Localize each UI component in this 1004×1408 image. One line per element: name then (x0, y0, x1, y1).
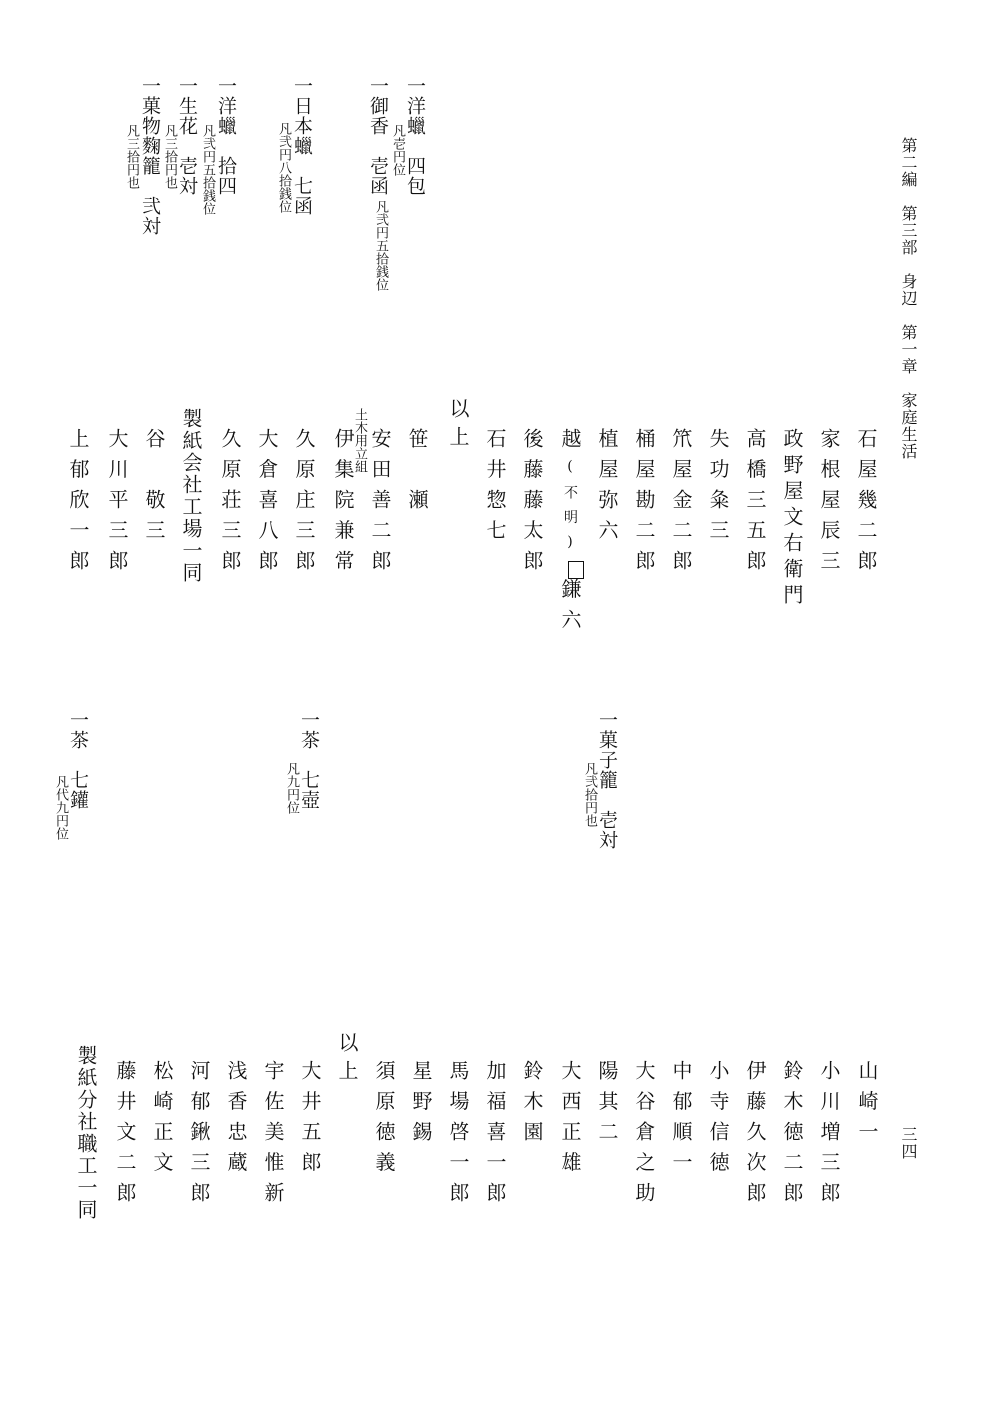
gift-price: 凡弐円五拾銭位 (373, 200, 388, 291)
donor-name: 笊屋金二郎 (669, 428, 693, 581)
donor-name: 加福喜一郎 (483, 1060, 507, 1213)
donor-name: 石屋幾二郎 (854, 428, 878, 581)
donor-name: 大西正雄 (558, 1060, 582, 1182)
donor-name: 大井五郎 (298, 1060, 322, 1182)
missing-character-box (568, 561, 584, 579)
running-head: 第二編 第三部 身辺 第一章 家庭生活 (899, 137, 918, 460)
donor-name: 伊集院兼常 (331, 428, 355, 581)
donor-name: 笹 瀬 (405, 428, 429, 520)
donor-name: 谷 敬三 (142, 428, 166, 550)
donor-name: 小川増三郎 (817, 1060, 841, 1213)
donor-name: 政野屋文右衛門 (780, 428, 804, 610)
donor-name-part: 鎌六 (558, 578, 582, 640)
gift-item: 一茶 七鑵 (67, 710, 89, 810)
donor-name: 大谷倉之助 (632, 1060, 656, 1213)
unknown-marker: (不明) (562, 458, 578, 561)
donor-name: 藤井文二郎 (113, 1060, 137, 1213)
gift-item: 一洋蠟 四包 (404, 76, 426, 196)
gift-price: 凡九円位 (284, 762, 299, 814)
donor-name: 松崎正文 (150, 1060, 174, 1182)
gift-item: 一菓子籠 壱対 (596, 710, 618, 850)
donor-name: 鈴木園 (520, 1060, 544, 1152)
donor-name: 馬場啓一郎 (446, 1060, 470, 1213)
donor-name: 家根屋辰三 (817, 428, 841, 581)
donor-name: 桶屋勘二郎 (632, 428, 656, 581)
ijo-marker: 以上 (446, 398, 470, 454)
donor-name: 星野錫 (409, 1060, 433, 1152)
donor-name: 鈴木徳二郎 (780, 1060, 804, 1213)
donor-name: 失功粂三 (706, 428, 730, 550)
gift-item: 一日本蠟 七函 (291, 76, 313, 216)
gift-price: 凡壱円位 (390, 124, 405, 176)
donor-name: 大川平三郎 (105, 428, 129, 581)
donor-name: 宇佐美惟新 (261, 1060, 285, 1213)
donor-name: 製紙分社職工一同 (74, 1045, 98, 1221)
donor-name: 陽其二 (595, 1060, 619, 1152)
gift-price: 凡弐拾円也 (582, 762, 597, 827)
donor-name: 高橋三五郎 (743, 428, 767, 581)
gift-price: 凡代九円位 (53, 775, 68, 840)
donor-name: 上郁欣一郎 (66, 428, 90, 581)
gift-price: 凡弐円五拾銭位 (200, 124, 215, 215)
gift-price: 凡三拾円也 (162, 124, 177, 189)
donor-name: 石井惣七 (483, 428, 507, 550)
donor-name: 大倉喜八郎 (255, 428, 279, 581)
ijo-marker: 以上 (335, 1032, 359, 1088)
gift-item: 一洋蠟 拾四 (215, 76, 237, 196)
donor-name: 須原徳義 (372, 1060, 396, 1182)
donor-name: 植屋弥六 (595, 428, 619, 550)
gift-item: 一茶 七壺 (298, 710, 320, 810)
gift-price: 凡三拾円也 (124, 124, 139, 189)
donor-name: 浅香忠蔵 (224, 1060, 248, 1182)
affiliation-note: 土木用立組 (352, 408, 367, 473)
donor-name (560, 428, 584, 640)
donor-name: 後藤藤太郎 (520, 428, 544, 581)
donor-name: 中郁順一 (669, 1060, 693, 1182)
gift-item: 一生花 壱対 (176, 76, 198, 196)
donor-name-part: 越 (558, 428, 582, 459)
donor-name: 安田善二郎 (368, 428, 392, 581)
donor-name: 河郁鍬三郎 (187, 1060, 211, 1213)
gift-item: 一御香 壱函 (367, 76, 389, 196)
donor-name: 伊藤久次郎 (743, 1060, 767, 1213)
gift-item: 一菓物麴籠 弐対 (139, 76, 161, 236)
unknown-label: 不明 (562, 485, 578, 534)
donor-name: 製紙会社工場一同 (179, 408, 203, 584)
donor-name: 久原庄三郎 (292, 428, 316, 581)
gift-price: 凡弐円八拾銭位 (276, 122, 291, 213)
page-number: 三四 (899, 1126, 918, 1160)
donor-name: 小寺信徳 (706, 1060, 730, 1182)
donor-name: 山崎一 (855, 1060, 879, 1152)
donor-name: 久原荘三郎 (218, 428, 242, 581)
